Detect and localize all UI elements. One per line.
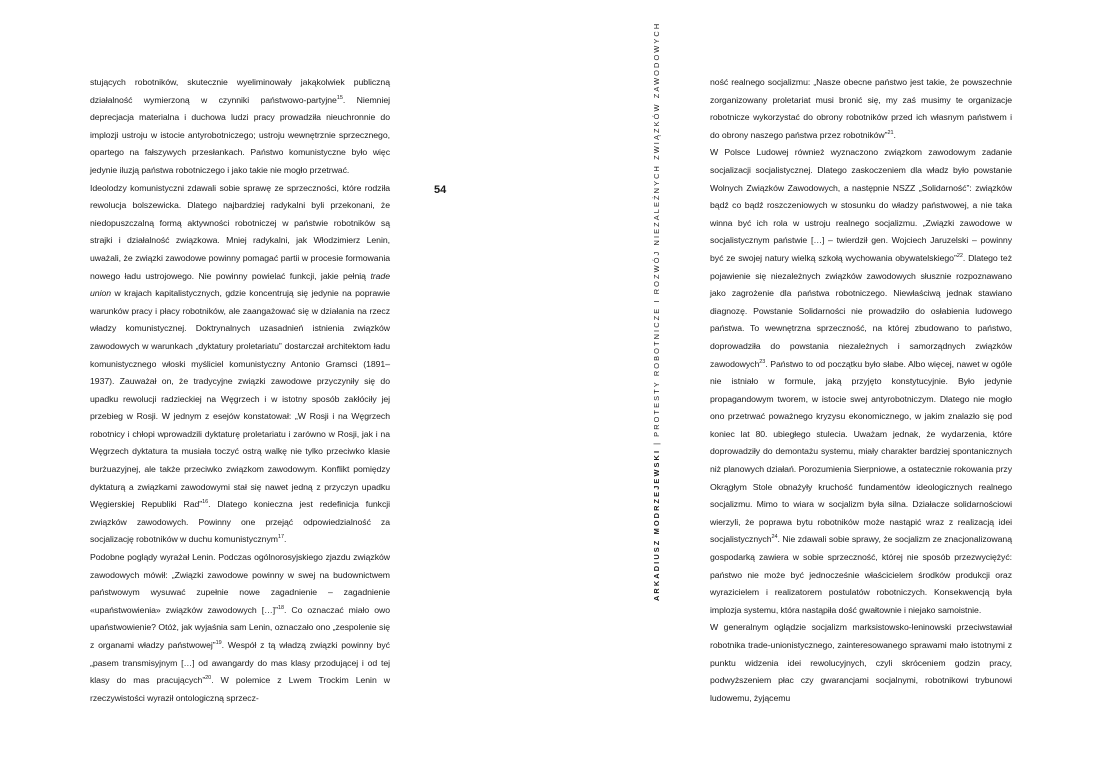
running-head-separator: | [652,440,661,445]
footnote-ref[interactable]: 24 [771,534,778,541]
paragraph: W generalnym oglądzie socjalizm marksistowsko-leninowski przeciwstawiał robotnika trade-unionistycznego, zainteresowanego sprawami mało istotnymi z punktu widzenia idei rewolucyjnych, czyli skróceniem godzin pracy, podwyższeniem płac czy gwarancjami socjalnymi, robotnikowi trybunowi ludowemu, żyjącemu [710,622,1012,703]
footnote-ref[interactable]: 21 [887,129,894,136]
paragraph: W Polsce Ludowej również wyznaczono związkom zawodowym zadanie socjalizacji socjalistycznej. Dlatego zaskoczeniem dla władz było powstanie Wolnych Związków Zawodowych, a następnie NSZZ „Solidarność”: związków bądź co bądź roszczeniowych w stosunku do władzy państwowej, a nie taka winna być ich rola w ustroju realnego socjalizmu. „Związki zawodowe w socjalistycznym państwie […] – twierdził gen. Wojciech Jaruzelski – powinny być ze swojej natury wielką szkołą wychowania obywatelskiego”$^{22}$. Dlatego też pojawienie się niezależnych związków zawodowych słusznie rozpoznawano jako zagrożenie dla państwa robotniczego. Niewłaściwą jednak stawiano diagnozę. Powstanie Solidarności nie prowadziło do osłabienia ludowego państwa. To wewnętrzna sprzeczność, na której zbudowano to państwo, doprowadziła do powstania niezależnych i samorządnych związków zawodowych$^{23}$. Państwo to od początku było słabe. Albo więcej, nawet w ogóle nie istniało w formule, jaką przyjęto konstytucyjnie. Było jedynie propagandowym tworem, w istocie swej antyrobotniczym. Dlatego nie mogło ono przetrwać poważnego kryzysu ekonomicznego, w jakim znalazło się pod koniec lat 80. ubiegłego stulecia. Uważam jednak, że wydarzenia, które doprowadziły do demontażu systemu, miały charakter bardziej spontanicznych niż planowych działań. Porozumienia Sierpniowe, a ostatecznie rokowania przy Okrągłym Stole obnażyły kruchość fundamentów ideologicznych realnego socjalizmu. Mimo to wiara w socjalizm była silna. Działacze solidarnościowi wierzyli, że poprawa bytu robotników może nastąpić wraz z realizacją idei socjalistycznych$^{24}$. Nie zdawali sobie sprawy, że socjalizm ze znacjonalizowaną gospodarką zawiera w sobie sprzeczność, której nie sposób przezwyciężyć: państwo nie może być jednocześnie właścicielem środków produkcji oraz wyrazicielem i realizatorem postulatów robotniczych. Konsekwencją była implozja systemu, która nastąpiła dość gwałtownie i niejako samoistnie. [710,147,1012,615]
running-head-author: ARKADIUSZ MODRZEJEWSKI [652,448,661,601]
left-text-column [90,74,390,707]
footnote-ref[interactable]: 20 [205,675,212,682]
running-head-title: PROTESTY ROBOTNICZE I ROZWÓJ NIEZALEŻNYCH ZWIĄZKÓW ZAWODOWYCH [652,21,661,437]
page-number: 54 [434,184,447,196]
footnote-ref[interactable]: 22 [956,253,963,260]
paragraph: Podobne poglądy wyrażał Lenin. Podczas ogólnorosyjskiego zjazdu związków zawodowych mówił: „Związki zawodowe powinny w swej na budownictwem państwowym wysuwać zupełnie nowe zagadnienie – zagadnienie «upaństwowienia» związków zawodowych […]”$^{18}$. Co oznaczać miało owo upaństwowienie? Otóż, jak wyjaśnia sam Lenin, oznaczało ono „zespolenie się z organami władzy państwowej”$^{19}$. Wespół z tą władzą związki powinny być „pasem transmisyjnym […] od awangardy do mas klasy przodującej i od tej klasy do mas pracujących”$^{20}$. W polemice z Lwem Trockim Lenin w rzeczywistości wyraził ontologiczną sprzecz- [90,552,390,703]
footnote-ref[interactable]: 15 [336,94,343,101]
footnote-ref[interactable]: 16 [202,499,209,506]
paragraph: ność realnego socjalizmu: „Nasze obecne państwo jest takie, że powszechnie zorganizowany proletariat musi bronić się, my zaś musimy te organizacje robotnicze wykorzystać do obrony robotników przed ich własnym państwem i do obrony naszego państwa przez robotników”$^{21}$. [710,77,1012,140]
paragraph: stujących robotników, skutecznie wyeliminowały jakąkolwiek publiczną działalność wymierzoną w czynniki państwowo-partyjne$^{15}$. Niemniej deprecjacja materialna i duchowa ludzi pracy prowadziła nieuchronnie do implozji ustroju w istocie antyrobotniczego; ustroju wewnętrznie sprzecznego, opartego na fałszywych przesłankach. Państwo komunistyczne było więc jedynie iluzją państwa robotniczego i jako takie nie mogło przetrwać. [90,77,391,175]
footnote-ref[interactable]: 19 [215,640,222,647]
footnote-ref[interactable]: 17 [277,534,284,541]
running-head [652,22,661,601]
paragraph: Ideolodzy komunistyczni zdawali sobie sprawę ze sprzeczności, które rodziła rewolucja bolszewicka. Dlatego najbardziej radykalni byli przekonani, że niedopuszczalną formą aktywności robotniczej w państwie robotników są strajki i działalność związkowa. Mniej radykalni, jak Włodzimierz Lenin, uważali, że związki zawodowe powinny pomagać partii w procesie formowania nowego ładu ustrojowego. Nie powinny powielać funkcji, jakie pełnią trade union w krajach kapitalistycznych, gdzie koncentrują się jedynie na poprawie warunków pracy i płacy robotników, ale zaangażować się w działania na rzecz władzy komunistycznej. Doktrynalnych uzasadnień istnienia związków zawodowych w warunkach „dyktatury proletariatu” dostarczał architektom ładu komunistycznego włoski myśliciel komunistyczny Antonio Gramsci (1891–1937). Zauważał on, że tradycyjne związki zawodowe przyczyniły się do upadku rewolucji radzieckiej na Węgrzech i w istotny sposób zakłóciły jej przebieg w Rosji. W jednym z esejów konstatował: „W Rosji i na Węgrzech robotnicy i chłopi wprowadzili dyktaturę proletariatu i zarówno w Rosji, jak i na Węgrzech dyktatura ta musiała toczyć ostrą walkę nie tylko przeciwko klasie burżuazyjnej, ale także przeciwko związkom zawodowym. Konflikt pomiędzy dyktaturą a związkami zawodowymi stał się nawet jedną z przyczyn upadku Węgierskiej Republiki Rad”$^{16}$. Dlatego konieczna jest redefinicja funkcji związków zawodowych. Powinny one przejąć odpowiedzialność za socjalizację robotników w duchu komunistycznym$^{17}$. [90,182,390,545]
footnote-ref[interactable]: 18 [277,604,284,611]
footnote-ref[interactable]: 23 [759,358,766,365]
right-text-column [710,74,1012,707]
